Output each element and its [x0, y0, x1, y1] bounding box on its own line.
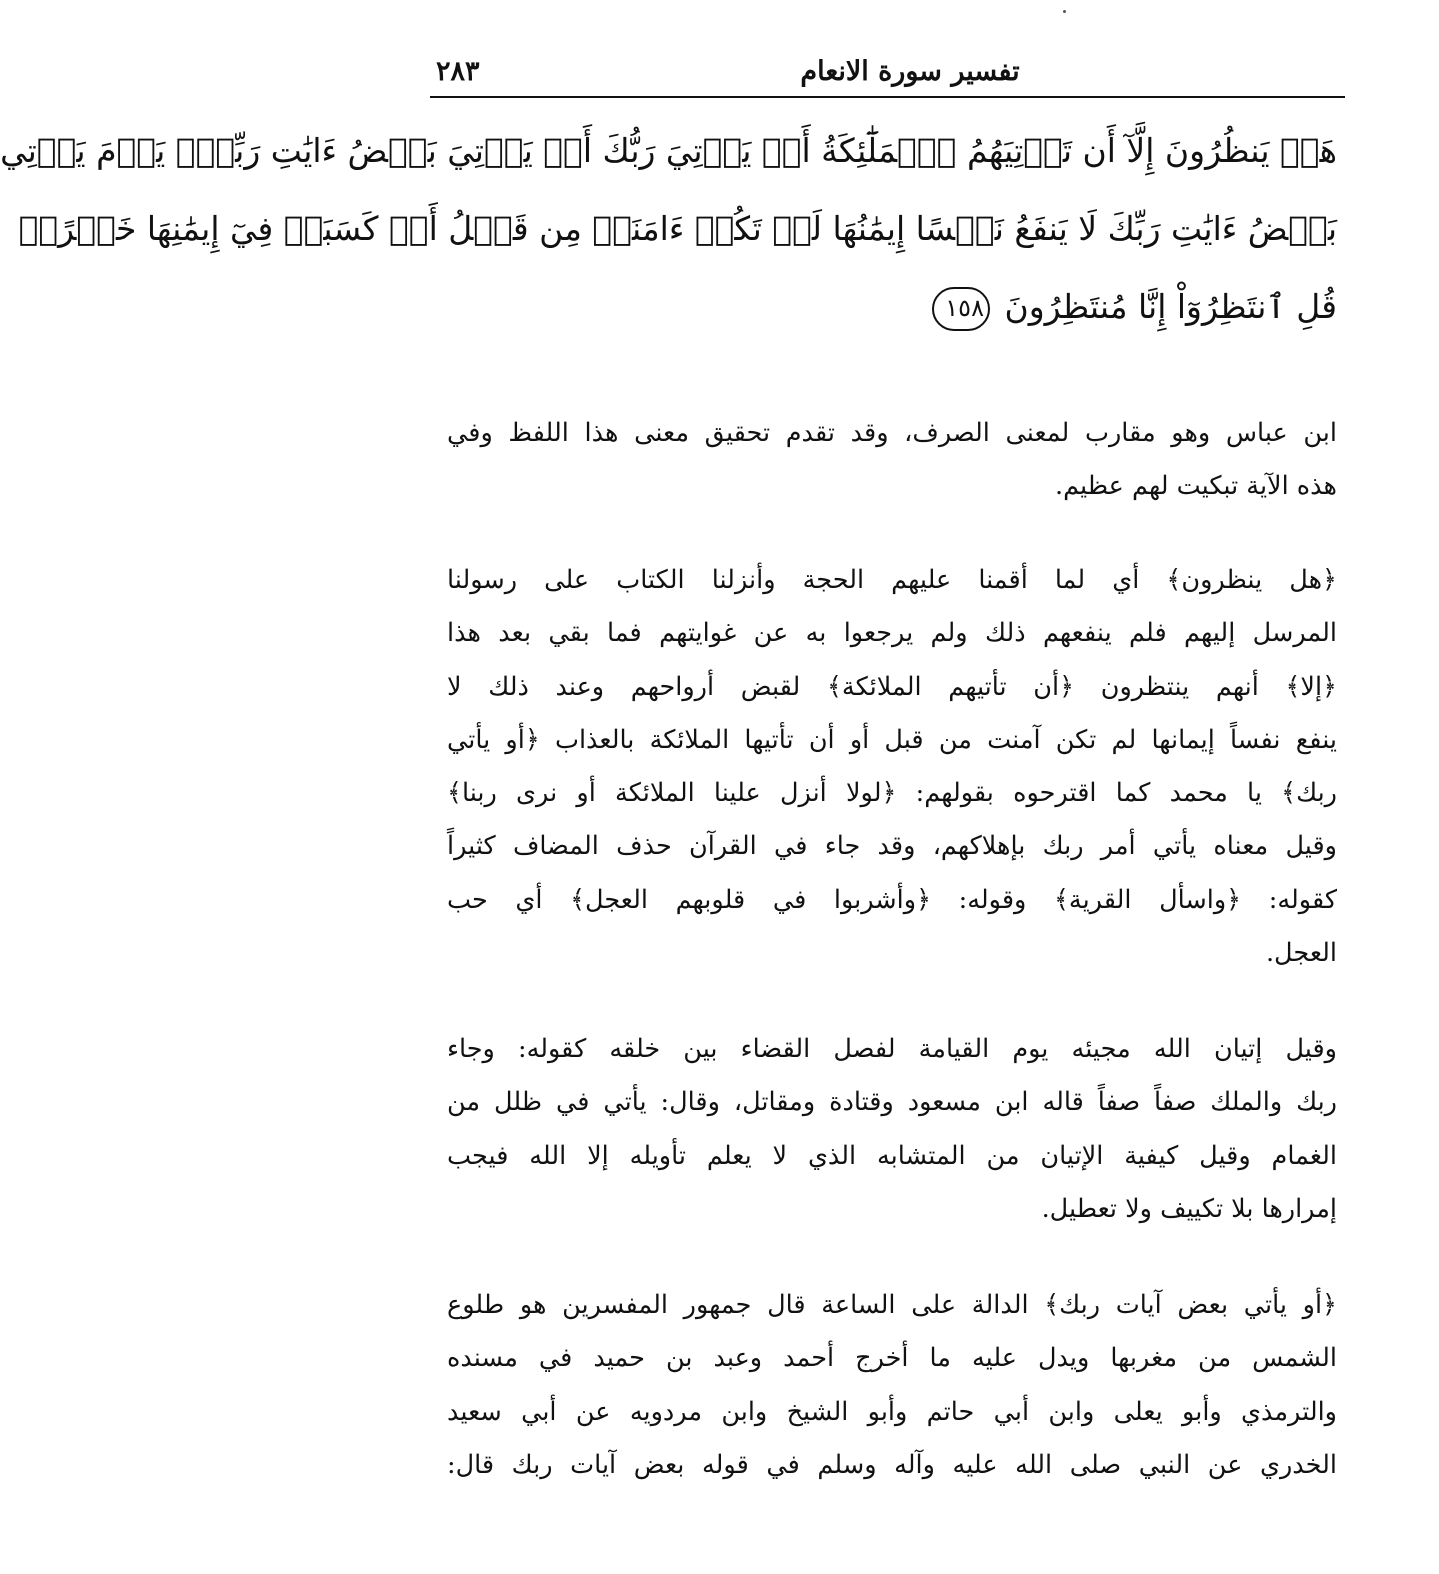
- paragraph-text: [447, 1279, 1337, 1492]
- text-line: ينفع نفساً إيمانها لم تكن آمنت من قبل أو أن تأتيها الملائكة بالعذاب ﴿أو يأتي: [447, 724, 1337, 755]
- text-line: المرسل إليهم فلم ينفعهم ذلك ولم يرجعوا به عن غوايتهم فما بقي بعد هذا: [447, 618, 1337, 649]
- text-line: وقيل معناه يأتي أمر ربك بإهلاكهم، وقد جاء في القرآن حذف المضاف كثيراً: [447, 831, 1337, 862]
- page-header: [430, 52, 1345, 94]
- quran-verse-block: [0, 112, 1337, 346]
- text-line: الغمام وقيل كيفية الإتيان من المتشابه الذي لا يعلم تأويله إلا الله فيجب: [447, 1140, 1337, 1171]
- commentary-paragraph-1: [447, 407, 1337, 514]
- commentary-paragraph-2: [447, 554, 1337, 980]
- text-line: العجل.: [1265, 938, 1337, 969]
- commentary-paragraph-4: [447, 1279, 1337, 1492]
- paragraph-text: [447, 1023, 1337, 1236]
- scan-speck: [1063, 10, 1066, 13]
- running-title: تفسير سورة الانعام: [800, 56, 1020, 87]
- header-rule: [430, 96, 1345, 98]
- page-number: ٢٨٣: [436, 56, 480, 87]
- ayah-number-marker: ١٥٨: [932, 287, 990, 331]
- text-line: ﴿أو يأتي بعض آيات ربك﴾ الدالة على الساعة قال جمهور المفسرين هو طلوع: [447, 1290, 1337, 1320]
- text-line: ربك والملك صفاً صفاً قاله ابن مسعود وقتادة ومقاتل، وقال: يأتي في ظلل من: [447, 1087, 1337, 1118]
- text-line: ﴿إلا﴾ أنهم ينتظرون ﴿أن تأتيهم الملائكة﴾ لقبض أرواحهم وعند ذلك لا: [447, 671, 1337, 702]
- text-line: والترمذي وأبو يعلى وابن أبي حاتم وأبو الشيخ وابن مردويه عن أبي سعيد: [447, 1396, 1337, 1427]
- verse-line-text: قُلِ ٱنتَظِرُوٓاْ إِنَّا مُنتَظِرُونَ: [1004, 287, 1337, 326]
- text-line: الخدري عن النبي صلى الله عليه وآله وسلم في قوله بعض آيات ربك قال:: [447, 1449, 1337, 1480]
- text-line: ربك﴾ يا محمد كما اقترحوه بقولهم: ﴿لولا أنزل علينا الملائكة أو نرى ربنا﴾: [447, 778, 1337, 809]
- text-line: إمرارها بلا تكييف ولا تعطيل.: [1041, 1193, 1337, 1224]
- verse-line: هَلۡ يَنظُرُونَ إِلَّآ أَن تَأۡتِيَهُمُ ٱلۡمَلَٰٓئِكَةُ أَوۡ يَأۡتِيَ رَبُّكَ أَوۡ يَأۡتِيَ بَعۡضُ ءَايَٰتِ رَبِّكَۗ يَوۡمَ يَأۡتِي: [0, 131, 1337, 170]
- text-line: هذه الآية تبكيت لهم عظيم.: [1054, 471, 1337, 502]
- paragraph-text: [447, 554, 1337, 980]
- paragraph-text: [447, 407, 1337, 514]
- text-line: كقوله: ﴿واسأل القرية﴾ وقوله: ﴿وأشربوا في قلوبهم العجل﴾ أي حب: [447, 884, 1337, 915]
- text-line: ﴿هل ينظرون﴾ أي لما أقمنا عليهم الحجة وأنزلنا الكتاب على رسولنا: [447, 565, 1337, 595]
- text-line: الشمس من مغربها ويدل عليه ما أخرج أحمد وعبد بن حميد في مسنده: [447, 1343, 1337, 1374]
- text-line: وقيل إتيان الله مجيئه يوم القيامة لفصل القضاء بين خلقه كقوله: وجاء: [447, 1034, 1337, 1064]
- commentary-paragraph-3: [447, 1023, 1337, 1236]
- text-line: ابن عباس وهو مقارب لمعنى الصرف، وقد تقدم تحقيق معنى هذا اللفظ وفي: [447, 418, 1337, 448]
- verse-line: بَعۡضُ ءَايَٰتِ رَبِّكَ لَا يَنفَعُ نَفۡسًا إِيمَٰنُهَا لَمۡ تَكُنۡ ءَامَنَتۡ مِن قَبۡلُ أَوۡ كَسَبَتۡ فِيٓ إِيمَٰنِهَا خَيۡرًاۗ: [18, 209, 1337, 248]
- verse-line-last: [442, 268, 1337, 346]
